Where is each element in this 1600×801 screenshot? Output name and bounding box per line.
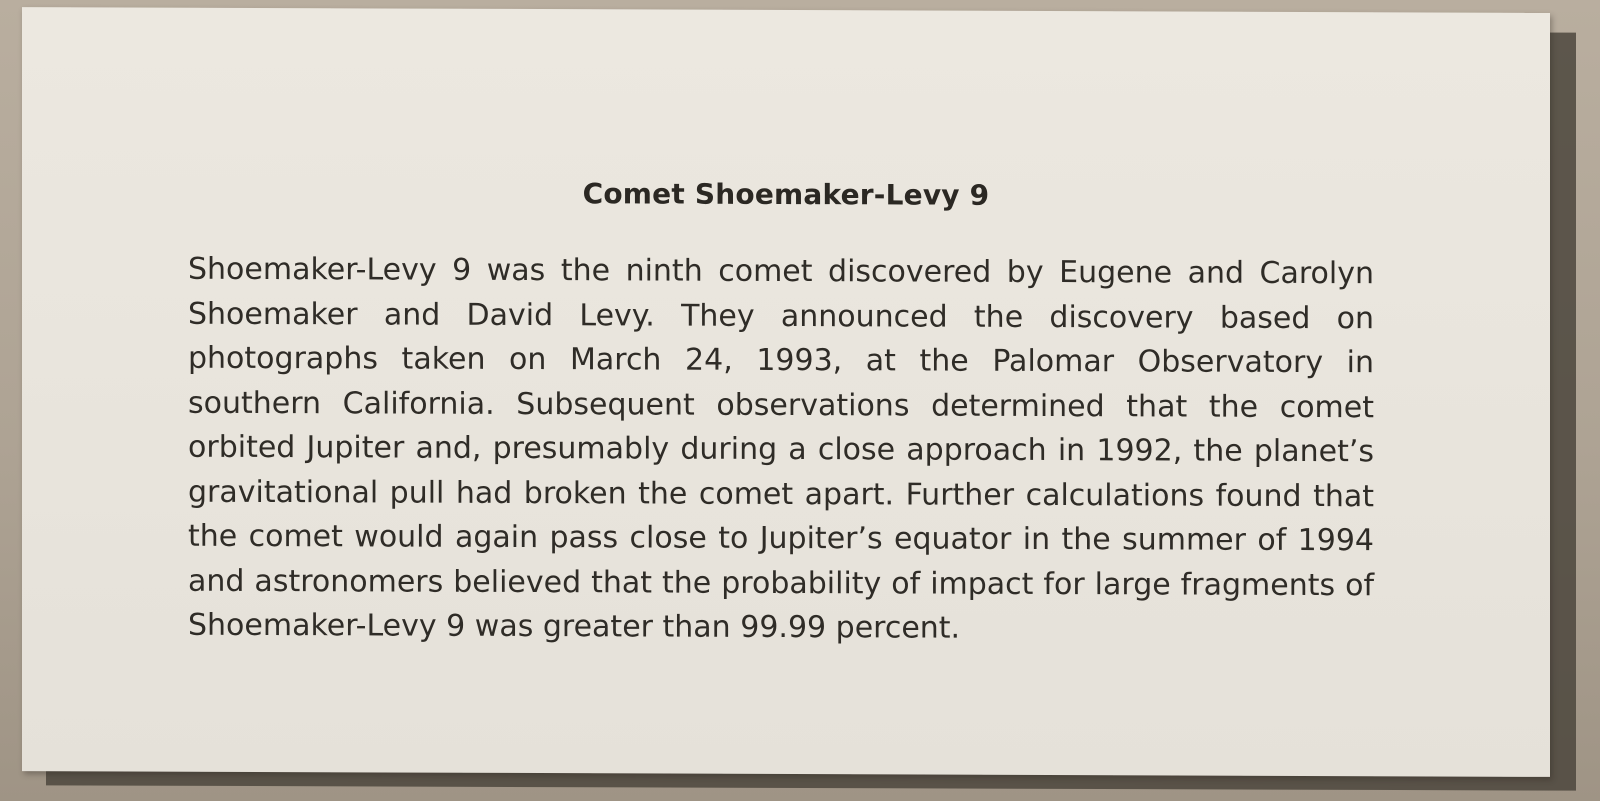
placard-card	[22, 7, 1550, 777]
placard-title: Comet Shoemaker-Levy 9	[582, 177, 990, 212]
placard-body-text: Shoemaker-Levy 9 was the ninth comet discovered by Eugene and Carolyn Shoemaker and David Levy. They announced the discovery based on photographs taken on March 24, 1993, at the Palomar Observatory in southern California. Subsequent observations determined that the comet orbited Jupiter and, presumably during a close approach in 1992, the planet’s gravitational pull had broken the comet apart. Further calculations found that the comet would again pass close to Jupiter’s equator in the summer of 1994 and astronomers believed that the probability of impact for large fragments of Shoemaker-Levy 9 was greater than 99.99 percent.	[188, 251, 1374, 646]
